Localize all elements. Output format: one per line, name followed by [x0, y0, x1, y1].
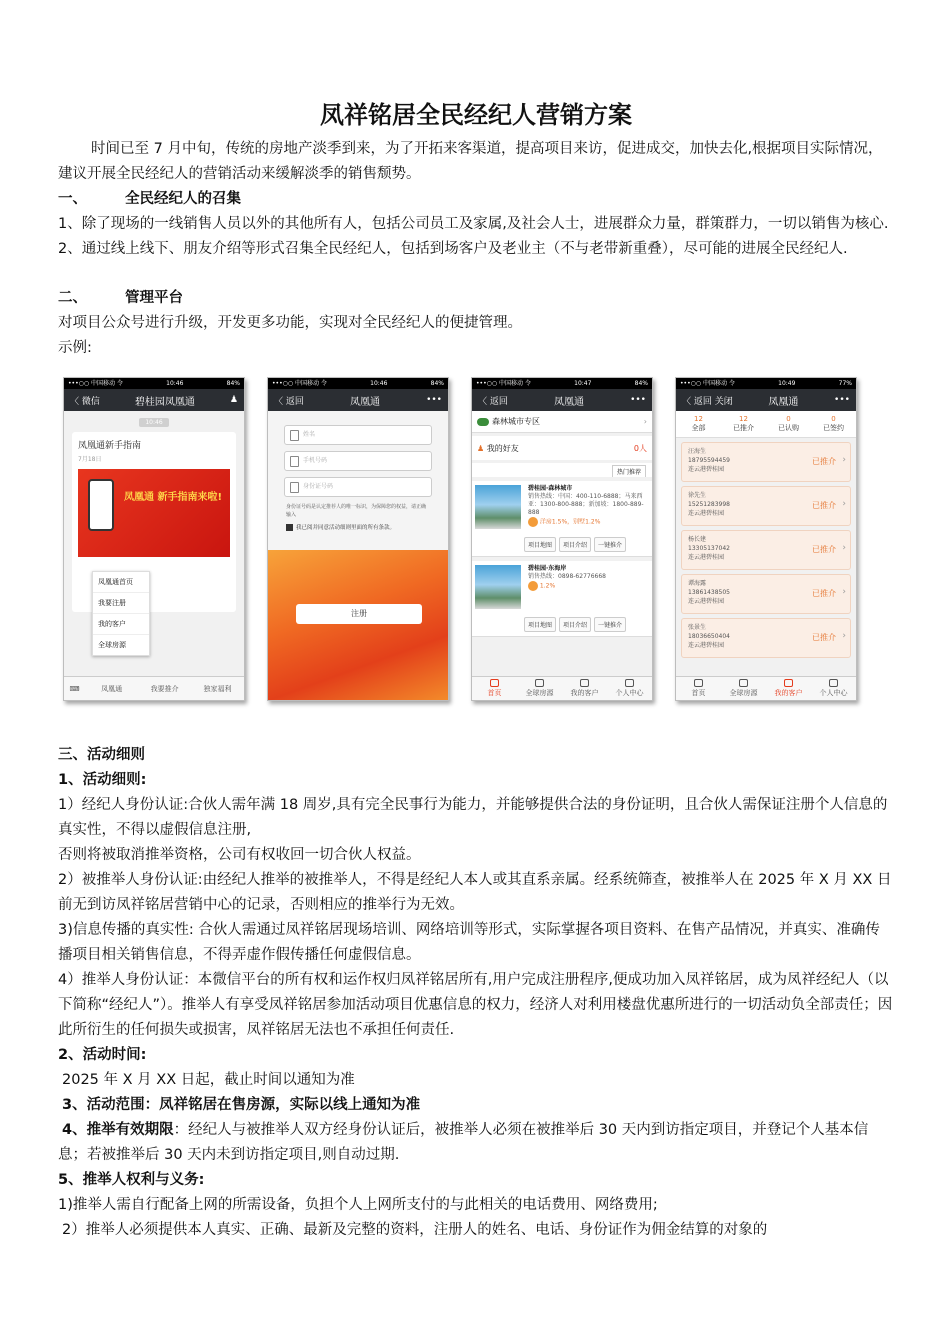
menu-item-customers[interactable]: 我的客户 — [93, 614, 149, 635]
menu-tab[interactable]: 独家福利 — [203, 684, 232, 693]
section1-item: 2、通过线上线下、朋友介绍等形式召集全民经纪人，包括到场客户及老业主（不与老带新重叠），尽可能的进展全民经纪人. — [58, 241, 848, 257]
tab-customers[interactable]: 我的客户 — [766, 677, 811, 700]
tab-bar — [472, 676, 652, 700]
section1-heading — [58, 187, 894, 212]
property-phone: 销售热线：中国：400-110-6888；马来西亚：1300-800-888；新加坡：1800-889-888 — [528, 493, 644, 516]
nav-bar — [268, 389, 448, 411]
register-button[interactable]: 注册 — [296, 604, 422, 624]
stat-all[interactable]: 12 全部 — [691, 415, 706, 432]
rule-paragraph: 3)信息传播的真实性: 合伙人需通过凤祥铭居现场培训、网络培训等形式，实际掌握各项目资料、在售产品情况，并真实、准确传播项目相关销售信息，不得弄虚作假传播任何虚假信息。 — [58, 922, 880, 963]
recommend-button[interactable]: 一键推介 — [594, 617, 626, 632]
intro-button[interactable]: 项目介绍 — [559, 537, 591, 552]
phone-screenshot-wechat: •••○○ 中国移动 令 10:46 84% 〈 微信 碧桂园凤凰通 ♟ 10:46 凤凰通新手指南 7月18日 凤凰通 新手指南来啦! 凤凰通首页 我要注册 我的客户 全球房源 ⌨ 凤凰通 我要推介 独家福利 — [63, 377, 245, 701]
page-title: 凤祥铭居全民经纪人营销方案 — [320, 101, 632, 129]
section1-item: 1、除了现场的一线销售人员以外的其他所有人，包括公司员工及家属,及社会人士，进展群众力量，群策群力，一切以销售为核心. — [58, 216, 889, 232]
section1-number: 一、 — [58, 191, 87, 207]
recommend-button[interactable]: 一键推介 — [594, 537, 626, 552]
nav-bar — [676, 389, 856, 411]
phone-field[interactable]: 手机号码 — [284, 451, 432, 471]
more-icon[interactable]: ••• — [426, 395, 442, 405]
menu-tab[interactable]: 凤凰通 — [101, 684, 123, 693]
subsection-heading: 2、活动时间: — [58, 1047, 147, 1063]
name-field[interactable]: 姓名 — [284, 425, 432, 445]
customer-row[interactable]: 谭海露 13861438505 连云港碧桂园 已推介 › — [681, 574, 851, 614]
rule-paragraph: 4）推举人身份认证：本微信平台的所有权和运作权归凤祥铭居所有,用户完成注册程序,便成功加入凤祥铭居，成为凤祥经纪人（以下简称“经纪人”）。推举人有享受凤祥铭居参加活动项目优惠信息的权力，经济人对利用楼盘优惠所进行的一切活动负全部责任；因此所衍生的任何损失或损害，凤祥铭居无法也不承担任何责任. — [58, 972, 893, 1038]
user-icon: ♟ — [477, 443, 485, 453]
tab-home[interactable]: 首页 — [676, 677, 721, 700]
chevron-right-icon: › — [842, 499, 846, 509]
nav-title: 凤凰通 — [768, 396, 799, 408]
bottom-menu — [64, 676, 244, 700]
time-paragraph: 2025 年 X 月 XX 日起，截止时间以通知为准 — [62, 1072, 355, 1088]
tab-listings[interactable]: 全球房源 — [517, 677, 562, 700]
section2-title: 管理平台 — [125, 290, 183, 306]
property-image — [475, 485, 521, 529]
home-icon — [694, 679, 703, 687]
back-button[interactable]: 〈 返回 — [478, 396, 508, 407]
subsection-heading: 1、活动细则: — [58, 772, 147, 788]
customer-row[interactable]: 张景生 18036650404 连云港碧桂园 已推介 › — [681, 618, 851, 658]
section3-heading: 三、活动细则 — [58, 747, 145, 763]
more-icon[interactable]: ••• — [630, 395, 646, 405]
nav-title: 凤凰通 — [553, 396, 584, 408]
document-page — [58, 95, 894, 1243]
nav-title: 碧桂园凤凰通 — [134, 396, 195, 408]
phone-screenshot-home — [471, 377, 653, 701]
gear-icon — [829, 679, 838, 687]
customer-row[interactable]: 徐先生 15251283998 连云港碧桂园 已推介 › — [681, 486, 851, 526]
tab-home[interactable]: 首页 — [472, 677, 517, 700]
subsection-heading: 5、推举人权利与义务: — [58, 1172, 205, 1188]
chevron-right-icon: › — [842, 543, 846, 553]
phone-screenshot-customers — [675, 377, 857, 701]
chevron-right-icon: › — [842, 587, 846, 597]
status-bar: •••○○ 中国移动 令 10:46 84% — [64, 378, 244, 389]
property-commission: 1.2% — [528, 581, 648, 591]
hot-tab[interactable]: 热门推荐 — [612, 465, 646, 477]
section1-title: 全民经纪人的召集 — [125, 191, 241, 207]
validity-paragraph: 4、推举有效期限：经纪人与被推举人双方经身份认证后，被推举人必须在被推举后 30 天内到访指定项目，并登记个人基本信息；若被推举后 30 天内未到访指定项目,则自动过期. — [58, 1122, 869, 1163]
friends-row[interactable]: ♟ 我的好友 0人 — [472, 436, 652, 460]
property-phone: 销售热线：0898-62776668 — [528, 573, 606, 580]
back-button[interactable]: 〈 返回 关闭 — [682, 396, 733, 407]
article-title: 凤凰通新手指南 — [78, 441, 142, 451]
status-bar: •••○○ 中国移动 令 10:47 84% — [472, 378, 652, 389]
property-name: 碧桂园·东海岸 — [528, 565, 567, 572]
home-icon — [490, 679, 499, 687]
id-field[interactable]: 身份证号码 — [284, 477, 432, 497]
property-name: 碧桂园·森林城市 — [528, 485, 573, 492]
subsection-heading: 3、活动范围：凤祥铭居在售房源，实际以线上通知为准 — [62, 1097, 421, 1113]
property-item[interactable] — [472, 481, 652, 557]
menu-item-home[interactable]: 凤凰通首页 — [93, 572, 149, 593]
phone-screenshots — [58, 363, 894, 719]
customer-row[interactable]: 汪海生 18795594459 连云港碧桂园 已推介 › — [681, 442, 851, 482]
user-icon — [784, 679, 793, 687]
status-bar: •••○○ 中国移动 令 10:46 84% — [268, 378, 448, 389]
zone-row[interactable]: 森林城市专区 › — [472, 411, 652, 433]
section2-text: 对项目公众号进行升级，开发更多功能，实现对全民经纪人的便捷管理。 — [58, 315, 522, 331]
profile-icon[interactable]: ♟ — [229, 395, 238, 405]
building-icon — [535, 679, 544, 687]
customer-row[interactable]: 杨长建 13305137042 连云港碧桂园 已推介 › — [681, 530, 851, 570]
map-button[interactable]: 项目地图 — [524, 617, 556, 632]
customer-stats — [676, 411, 856, 438]
back-button[interactable]: 〈 返回 — [274, 396, 304, 407]
duty-paragraph: 1)推举人需自行配备上网的所需设备，负担个人上网所支付的与此相关的电话费用、网络费用; — [58, 1197, 658, 1213]
chevron-right-icon: › — [643, 417, 647, 426]
chevron-right-icon: › — [842, 631, 846, 641]
user-icon — [580, 679, 589, 687]
stat-signed[interactable]: 0 已签约 — [823, 415, 844, 432]
tab-profile[interactable]: 个人中心 — [607, 677, 652, 700]
tab-bar — [676, 676, 856, 700]
tab-profile[interactable]: 个人中心 — [811, 677, 856, 700]
section2-number: 二、 — [58, 290, 87, 306]
stat-subscribed[interactable]: 0 已认购 — [778, 415, 799, 432]
decorative-background — [268, 550, 448, 700]
gear-icon — [625, 679, 634, 687]
chevron-right-icon: › — [842, 455, 846, 465]
keyboard-icon[interactable]: ⌨ — [69, 684, 80, 693]
property-commission: 洋房1.5%，别墅1.2% — [528, 517, 648, 527]
hot-tab-bar — [472, 463, 652, 477]
property-item[interactable] — [472, 561, 652, 637]
building-icon — [739, 679, 748, 687]
map-button[interactable]: 项目地图 — [524, 537, 556, 552]
menu-item-register[interactable]: 我要注册 — [93, 593, 149, 614]
more-icon[interactable]: ••• — [834, 395, 850, 405]
rule-paragraph: 否则将被取消推举资格，公司有权收回一切合伙人权益。 — [58, 847, 421, 863]
example-label: 示例: — [58, 340, 92, 356]
menu-tab[interactable]: 我要推介 — [150, 684, 179, 693]
tab-listings[interactable]: 全球房源 — [721, 677, 766, 700]
nav-bar — [472, 389, 652, 411]
tab-customers[interactable]: 我的客户 — [562, 677, 607, 700]
intro-paragraph: 时间已至 7 月中旬，传统的房地产淡季到来，为了开拓来客渠道，提高项目来访，促进成交，加快去化,根据项目实际情况，建议开展全民经纪人的营销活动来缓解淡季的销售颓势。 — [58, 141, 883, 182]
id-note: 身份证号码是认定推荐人的唯一标识，为保障您的权益，请正确输入 — [286, 504, 427, 518]
nav-title: 凤凰通 — [349, 396, 380, 408]
agree-checkbox[interactable]: 我已阅并同意活动细则里面的所有条款。 — [286, 523, 430, 531]
rule-paragraph: 2）被推举人身份认证:由经纪人推举的被推举人，不得是经纪人本人或其直系亲属。经系统筛查，被推举人在 2025 年 X 月 XX 日前无到访凤祥铭居营销中心的记录，否则相应的推举行为无效。 — [58, 872, 892, 913]
popup-menu — [92, 571, 150, 656]
back-button[interactable]: 〈 微信 — [70, 396, 100, 407]
article-date: 7月18日 — [78, 456, 102, 463]
article-banner: 凤凰通 新手指南来啦! — [78, 469, 230, 557]
section2-heading — [58, 286, 894, 311]
property-image — [475, 565, 521, 609]
nav-bar — [64, 389, 244, 411]
menu-item-listings[interactable]: 全球房源 — [98, 641, 126, 649]
stat-recommended[interactable]: 12 已推介 — [733, 415, 754, 432]
rule-paragraph: 1）经纪人身份认证:合伙人需年满 18 周岁,具有完全民事行为能力，并能够提供合法的身份证明，且合伙人需保证注册个人信息的真实性，不得以虚假信息注册, — [58, 797, 888, 838]
phone-screenshot-register — [267, 377, 449, 701]
duty-paragraph: 2）推举人必须提供本人真实、正确、最新及完整的资料，注册人的姓名、电话、身份证作为佣金结算的对象的 — [62, 1222, 768, 1238]
intro-button[interactable]: 项目介绍 — [559, 617, 591, 632]
status-bar: •••○○ 中国移动 令 10:49 77% — [676, 378, 856, 389]
zone-logo-icon — [477, 418, 489, 426]
